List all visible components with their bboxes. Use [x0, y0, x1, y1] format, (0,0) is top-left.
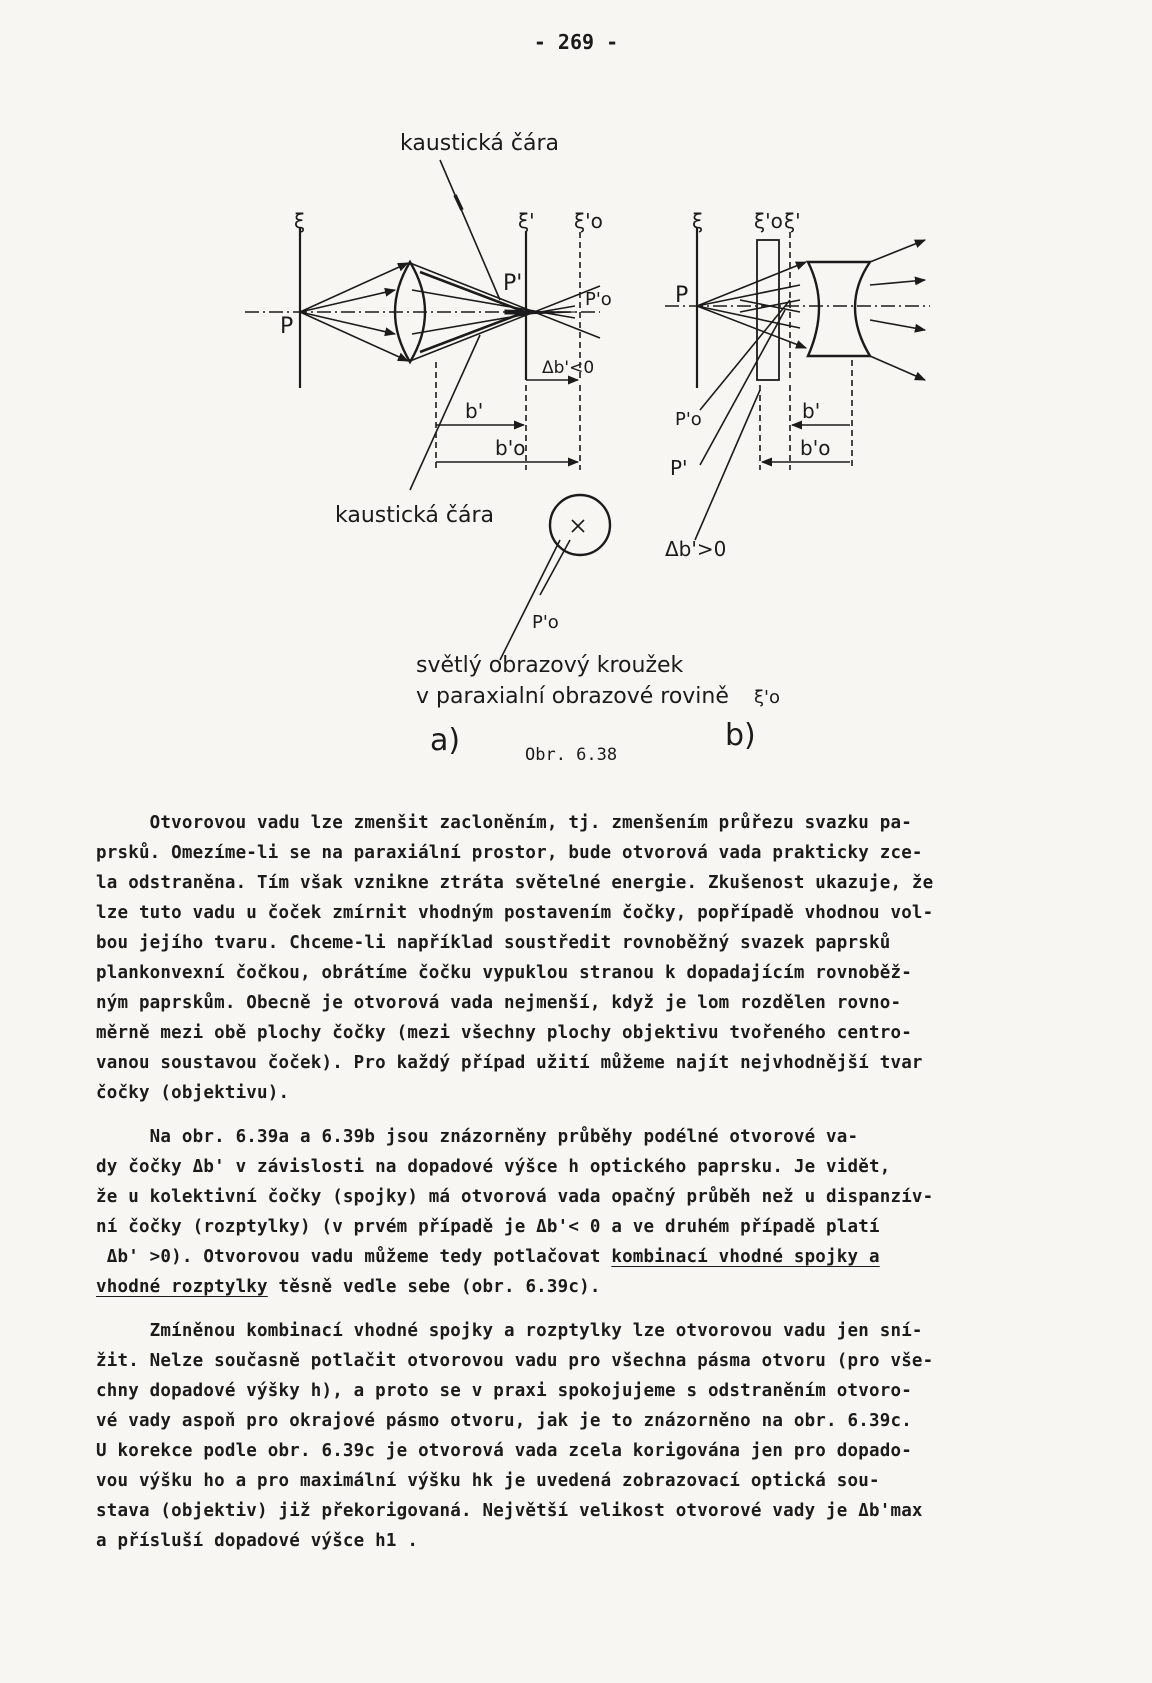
text-fragment: Δb' >0). Otvorovou vadu můžeme tedy potlačovat [96, 1247, 612, 1267]
text-line: U korekce podle obr. 6.39c je otvorová vada zcela korigována jen pro dopado- [96, 1441, 912, 1461]
xi-label-b: ξ [692, 209, 704, 233]
text-line: dy čočky Δb' v závislosti na dopadové výšce h optického paprsku. Je vidět, [96, 1157, 891, 1177]
text-line: a přísluší dopadové výšce h1 . [96, 1531, 419, 1551]
text-line: bou jejího tvaru. Chceme-li například soustředit rovnoběžný svazek paprsků [96, 933, 891, 953]
paragraph-2 [96, 1122, 1086, 1302]
b-prime-label-b: b' [802, 399, 821, 423]
figure-a [245, 160, 610, 660]
caustic-label-top: kaustická čára [400, 131, 560, 156]
text-line: Na obr. 6.39a a 6.39b jsou znázorněny průběhy podélné otvorové va- [96, 1127, 859, 1147]
text-line: prsků. Omezíme-li se na paraxiální prostor, bude otvorová vada prakticky zce- [96, 843, 923, 863]
xi-prime-label-b: ξ' [784, 209, 801, 233]
text-line: žit. Nelze současně potlačit otvorovou vadu pro všechna pásma otvoru (pro vše- [96, 1351, 934, 1371]
p0-prime-label-a: P'o [585, 289, 612, 310]
text-line: vanou soustavou čoček). Pro každý případ užití můžeme najít nejvhodnější tvar [96, 1053, 923, 1073]
page-number: - 269 - [533, 30, 619, 54]
text-line: Zmíněnou kombinací vhodné spojky a rozptylky lze otvorovou vadu jen sní- [96, 1321, 923, 1341]
subfigure-label-b: b) [725, 718, 756, 753]
body-text [96, 808, 1086, 1570]
p-label-a: P [280, 314, 294, 339]
underlined-text: kombinací vhodné spojky a [611, 1247, 880, 1267]
b-prime-label-a: b' [465, 399, 484, 423]
text-line: lze tuto vadu u čoček zmírnit vhodným postavením čočky, popřípadě vhodnou vol- [96, 903, 934, 923]
text-fragment: těsně vedle sebe (obr. 6.39c). [267, 1277, 601, 1297]
xi-label-a: ξ [294, 209, 306, 233]
paragraph-3 [96, 1316, 1086, 1556]
text-line [96, 1242, 1086, 1272]
concave-lens [808, 262, 870, 356]
p-label-b: P [675, 283, 689, 308]
b0-prime-label-a: b'o [495, 436, 526, 460]
text-line: la odstraněna. Tím však vznikne ztráta světelné energie. Zkušenost ukazuje, že [96, 873, 934, 893]
text-line: ní čočky (rozptylky) (v prvém případě je Δb'< 0 a ve druhém případě platí [96, 1217, 880, 1237]
circle-xi-label: ξ'o [754, 687, 780, 708]
underlined-text: vhodné rozptylky [96, 1277, 268, 1297]
delta-b-label-a: Δb'<0 [542, 358, 595, 378]
text-line: vou výšku ho a pro maximální výšku hk je uvedená zobrazovací optická sou- [96, 1471, 880, 1491]
xi0-prime-label-a: ξ'o [574, 209, 603, 233]
figure-caption: Obr. 6.38 [525, 745, 618, 765]
paragraph-1 [96, 808, 1086, 1108]
text-line: stava (objektiv) již překorigovaná. Největší velikost otvorové vady je Δb'max [96, 1501, 923, 1521]
xi0-prime-label-b: ξ'o [754, 209, 783, 233]
p-prime-label-b: P' [670, 456, 688, 480]
text-line: měrně mezi obě plochy čočky (mezi všechny plochy objektivu tvořeného centro- [96, 1023, 912, 1043]
text-line: vé vady aspoň pro okrajové pásmo otvoru, jak je to znázorněno na obr. 6.39c. [96, 1411, 912, 1431]
b0-prime-label-b: b'o [800, 436, 831, 460]
figure-6-38 [0, 0, 1152, 790]
text-line [96, 1272, 1086, 1302]
caustic-label-bottom: kaustická čára [335, 503, 495, 528]
text-line: že u kolektivní čočky (spojky) má otvorová vada opačný průběh než u dispanzív- [96, 1187, 934, 1207]
p-prime-label-a: P' [503, 271, 523, 296]
xi-prime-label-a: ξ' [518, 209, 535, 233]
delta-b-label-b: Δb'>0 [665, 537, 727, 561]
paraxial-plane-b [757, 240, 779, 380]
p0-prime-label-b: P'o [675, 409, 702, 430]
text-line: ným paprskům. Obecně je otvorová vada nejmenší, když je lom rozdělen rovno- [96, 993, 902, 1013]
circle-p0-label: P'o [532, 612, 559, 633]
subfigure-label-a: a) [430, 723, 461, 758]
text-line: čočky (objektivu). [96, 1083, 290, 1103]
figure-b [665, 228, 930, 540]
circle-caption-line2: v paraxialní obrazové rovině [416, 684, 729, 709]
text-line: chny dopadové výšky h), a proto se v praxi spokojujeme s odstraněním otvoro- [96, 1381, 912, 1401]
text-line: plankonvexní čočkou, obrátíme čočku vypuklou stranou k dopadajícím rovnoběž- [96, 963, 912, 983]
text-line: Otvorovou vadu lze zmenšit zacloněním, tj. zmenšením průřezu svazku pa- [96, 813, 912, 833]
circle-caption-line1: světlý obrazový kroužek [416, 653, 684, 678]
